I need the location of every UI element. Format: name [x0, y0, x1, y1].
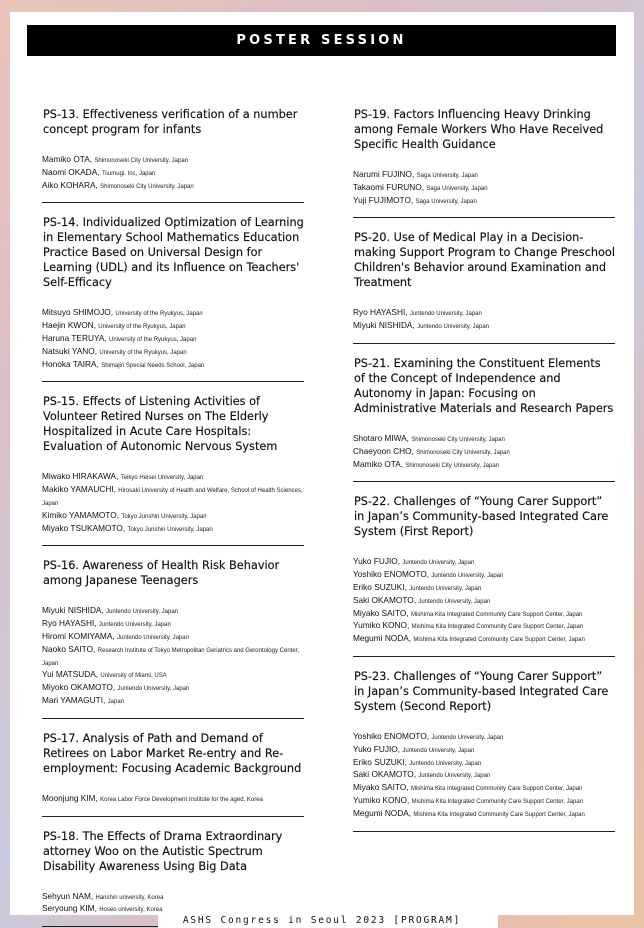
author-name: Eriko SUZUKI — [353, 581, 405, 592]
author-line — [353, 307, 615, 320]
author-separator: , — [97, 166, 102, 177]
author-affiliation: Shimonoseki City University, Japan — [405, 462, 500, 469]
author-line — [353, 808, 615, 821]
author-separator: , — [412, 320, 418, 331]
author-separator: , — [408, 807, 414, 818]
author-name: Makiko YAMAUCHI — [42, 484, 114, 495]
author-name: Miyako TSUKAMOTO — [42, 522, 123, 533]
author-separator: , — [426, 730, 432, 741]
author-name: Megumi NODA — [353, 633, 409, 644]
poster-title: PS-14. Individualized Optimization of Learning in Elementary School Mathematics Education Practice Based on Universal Design for Learning (UDL) and its Influence on Teachers' Self-Efficacy — [43, 216, 304, 290]
author-affiliation: Juntendo University, Japan — [409, 311, 482, 318]
author-name: Miyako SAITO — [353, 607, 407, 618]
author-line — [42, 484, 304, 510]
author-name: Ryo HAYASHI — [353, 307, 406, 318]
author-name: Miwako HIRAKAWA — [42, 471, 117, 482]
author-line — [42, 523, 304, 536]
author-name: Yoshiko ENOMOTO — [353, 730, 427, 741]
author-separator: , — [110, 307, 116, 318]
author-affiliation: University of the Ryukyus, Japan — [99, 349, 187, 356]
author-affiliation: University of the Ryukyus, Japan — [115, 311, 203, 318]
author-separator: , — [412, 169, 417, 179]
author-separator: , — [397, 556, 403, 567]
author-name: Narumi FUJINO — [353, 169, 413, 179]
author-separator: , — [404, 581, 410, 592]
author-line — [353, 459, 615, 472]
author-separator: , — [95, 179, 101, 190]
author-affiliation: Juntendo University, Japan — [402, 560, 475, 567]
poster-title: PS-22. Challenges of “Young Carer Support” in Japan’s Community-based Integrated Care System (First Report) — [354, 495, 609, 539]
author-separator: , — [90, 890, 96, 901]
author-line — [42, 154, 304, 167]
poster-title: PS-21. Examining the Constituent Elements of the Concept of Independence and Autonomy in Japan: Focusing on Administrative Materials and Research Papers — [354, 356, 614, 415]
author-name: Mamiko OTA — [42, 154, 90, 164]
author-name: Mamiko OTA — [353, 458, 401, 469]
poster-entry — [353, 218, 615, 344]
poster-entry — [42, 203, 304, 382]
author-line — [42, 471, 304, 484]
author-line — [42, 333, 304, 346]
author-name: Miyuki NISHIDA — [42, 605, 102, 616]
author-affiliation: Tokyo Junshin University, Japan — [121, 513, 207, 520]
author-name: Megumi NODA — [353, 807, 409, 818]
author-separator: , — [421, 181, 427, 192]
author-line — [353, 446, 615, 459]
author-affiliation: Hirosaki University of Health and Welfare, School of Health Sciences, Japan — [42, 488, 303, 507]
author-name: Aiko KOHARA — [42, 179, 96, 190]
poster-entry — [353, 482, 615, 657]
page-title: POSTER SESSION — [27, 25, 616, 56]
author-line — [42, 320, 304, 333]
author-line — [353, 169, 615, 182]
author-affiliation: Mishima Kita Integrated Community Care Support Center, Japan — [410, 786, 583, 793]
author-separator: , — [94, 903, 100, 914]
author-affiliation: Mishima Kita Integrated Community Care Support Center, Japan — [411, 798, 583, 805]
author-affiliation: Teikyo Heisei University, Japan — [120, 475, 204, 482]
poster-title: PS-15. Effects of Listening Activities of Volunteer Retired Nurses on The Elderly Hospitalized in Acute Care Hospitals: Evaluation of Autonomic Nervous System — [43, 395, 278, 454]
author-line — [42, 510, 304, 523]
author-name: Natsuki YANO — [42, 345, 95, 356]
author-affiliation: Juntendo University, Japan — [117, 686, 190, 693]
author-name: Naomi OKADA — [42, 166, 98, 177]
author-line — [353, 595, 615, 608]
author-line — [42, 346, 304, 359]
author-affiliation: Shimonoseki City University, Japan — [411, 436, 505, 443]
author-name: Miyuki NISHIDA — [353, 320, 413, 331]
author-line — [353, 782, 615, 795]
author-name: Miyoko OKAMOTO — [42, 682, 113, 693]
author-affiliation: Mishima Kita Integrated Community Care Support Center, Japan — [410, 611, 583, 618]
author-separator: , — [406, 782, 411, 793]
author-separator: , — [104, 332, 110, 343]
author-name: Moonjung KIM — [42, 792, 96, 803]
author-name: Takaomi FURUNO — [353, 181, 422, 192]
author-line — [353, 731, 615, 744]
poster-entry — [353, 657, 615, 832]
author-affiliation: Juntendo University, Japan — [418, 773, 491, 780]
author-line — [42, 167, 304, 180]
author-name: Eriko SUZUKI — [353, 756, 405, 767]
author-affiliation: Juntendo University, Japan — [106, 609, 179, 616]
author-affiliation: University of Miami, USA — [100, 673, 167, 680]
author-affiliation: Juntendo University, Japan — [409, 760, 482, 767]
author-affiliation: Saga University, Japan — [426, 185, 488, 192]
author-name: Ryo HAYASHI — [42, 618, 95, 629]
author-separator: , — [94, 345, 100, 356]
poster-entry — [353, 96, 615, 218]
author-name: Miyako SAITO — [353, 782, 407, 793]
author-line — [42, 618, 304, 631]
author-affiliation: Juntendo University, Japan — [431, 734, 504, 741]
author-name: Shotaro MIWA — [353, 432, 407, 443]
author-separator: , — [101, 605, 107, 616]
author-affiliation: Juntendo University, Japan — [418, 598, 491, 605]
author-affiliation: Juntendo University, Japan — [402, 747, 475, 754]
author-name: Yui MATSUDA — [42, 669, 96, 680]
author-affiliation: Juntendo University, Japan — [417, 324, 490, 331]
author-name: Hiromi KOMIYAMA — [42, 630, 113, 641]
poster-entry — [42, 817, 304, 928]
author-affiliation: Saga University, Japan — [415, 198, 477, 205]
author-affiliation: Hanshin university, Korea — [95, 894, 164, 901]
author-line — [42, 307, 304, 320]
poster-title: PS-23. Challenges of “Young Carer Support” in Japan’s Community-based Integrated Care System (Second Report) — [354, 669, 609, 713]
author-line — [353, 195, 615, 208]
author-affiliation: University of the Ryukyus, Japan — [98, 324, 186, 331]
author-affiliation: Shimonoseki City University, Japan — [94, 158, 189, 164]
poster-entry — [42, 382, 304, 546]
author-line — [42, 682, 304, 695]
author-separator: , — [95, 792, 101, 803]
author-affiliation: Juntendo University, Japan — [117, 634, 189, 641]
poster-entry — [42, 546, 304, 718]
author-name: Mitsuyo SHIMOJO — [42, 307, 111, 318]
author-separator: , — [94, 618, 99, 629]
author-affiliation: Shimonoseki City University, Japan — [100, 183, 194, 190]
left-column — [42, 96, 304, 927]
author-line — [353, 608, 615, 621]
author-line — [42, 891, 304, 904]
author-affiliation: Juntendo University, Japan — [98, 622, 171, 629]
author-affiliation: University of the Ryukyus, Japan — [109, 336, 197, 343]
author-line — [353, 569, 615, 582]
author-line — [353, 744, 615, 757]
author-affiliation: Japan — [107, 698, 124, 705]
right-column — [353, 96, 615, 832]
author-line — [42, 605, 304, 618]
author-name: Yuko FUJIO — [353, 556, 398, 567]
author-separator: , — [406, 620, 412, 631]
author-name: Haruna TERUYA — [42, 332, 105, 343]
author-affiliation: Shimajiri Special Needs School, Japan — [101, 362, 205, 369]
author-name: Saki OKAMOTO — [353, 769, 414, 780]
author-name: Honoka TAIRA — [42, 358, 97, 369]
poster-title: PS-18. The Effects of Drama Extraordinary attorney Woo on the Autistic Spectrum Disability Awareness Using Big Data — [43, 829, 283, 873]
author-separator: , — [406, 794, 412, 805]
author-line — [42, 180, 304, 193]
author-affiliation: Hoseo university, Korea — [99, 907, 163, 914]
author-separator: , — [113, 484, 119, 495]
author-separator: , — [413, 594, 419, 605]
author-line — [353, 320, 615, 333]
author-line — [42, 631, 304, 644]
author-line — [353, 582, 615, 595]
author-affiliation: Tokyo Junshin University, Japan — [127, 526, 213, 533]
author-line — [42, 669, 304, 682]
author-affiliation: Juntendo University, Japan — [409, 585, 482, 592]
author-affiliation: Korea Labor Force Development Institute for the aged, Korea — [100, 796, 263, 803]
author-name: Yumiko KONO — [353, 620, 407, 631]
author-separator: , — [112, 682, 118, 693]
poster-title: PS-17. Analysis of Path and Demand of Retirees on Labor Market Re-entry and Re-employment: Focusing Academic Background — [43, 731, 302, 775]
author-line — [353, 182, 615, 195]
author-separator: , — [95, 669, 101, 680]
author-separator: , — [397, 743, 403, 754]
author-line — [353, 757, 615, 770]
author-name: Naoko SAITO — [42, 643, 94, 654]
author-separator: , — [103, 694, 108, 705]
author-separator: , — [404, 756, 410, 767]
author-affiliation: Juntendo University, Japan — [431, 573, 504, 580]
author-line — [353, 433, 615, 446]
poster-entry — [42, 719, 304, 817]
poster-title: PS-13. Effectiveness verification of a number concept program for infants — [43, 108, 298, 136]
author-line — [353, 769, 615, 782]
author-name: Seryoung KIM — [42, 903, 95, 914]
author-name: Kimiko YAMAMOTO — [42, 509, 117, 520]
author-separator: , — [400, 458, 406, 469]
author-separator: , — [116, 471, 121, 482]
author-affiliation: Saga University, Japan — [416, 173, 478, 179]
author-separator: , — [406, 432, 412, 443]
author-separator: , — [413, 769, 419, 780]
author-line — [353, 620, 615, 633]
author-affiliation: Mishima Kita Integrated Community Care Support Center, Japan — [413, 811, 585, 818]
author-separator: , — [93, 643, 98, 654]
author-name: Sehyun NAM — [42, 890, 91, 901]
author-affiliation: Mishima Kita Integrated Community Care Support Center, Japan — [413, 637, 585, 644]
author-separator: , — [410, 194, 416, 205]
author-separator: , — [112, 630, 117, 641]
author-name: Yumiko KONO — [353, 794, 407, 805]
poster-title: PS-16. Awareness of Health Risk Behavior among Japanese Teenagers — [43, 559, 280, 588]
author-separator: , — [426, 569, 432, 580]
author-affiliation: Mishima Kita Integrated Community Care Support Center, Japan — [411, 624, 583, 631]
author-separator: , — [405, 307, 410, 318]
author-name: Haejin KWON — [42, 320, 94, 331]
author-name: Chaeyoon CHO — [353, 445, 412, 456]
author-separator: , — [122, 522, 128, 533]
author-name: Yuji FUJIMOTO — [353, 194, 411, 205]
author-separator: , — [408, 633, 414, 644]
author-affiliation: Shimonoseki City University, Japan — [416, 449, 510, 456]
author-line — [353, 795, 615, 808]
poster-entry — [42, 96, 304, 203]
author-line — [353, 556, 615, 569]
author-separator: , — [411, 445, 417, 456]
author-name: Yuko FUJIO — [353, 743, 398, 754]
author-line — [42, 793, 304, 806]
page-footer: ASHS Congress in Seoul 2023 [PROGRAM] — [182, 915, 462, 926]
author-separator: , — [93, 320, 99, 331]
author-separator: , — [406, 607, 411, 618]
author-name: Yoshiko ENOMOTO — [353, 569, 427, 580]
author-line — [42, 359, 304, 372]
author-line — [42, 695, 304, 708]
author-name: Mari YAMAGUTI — [42, 694, 104, 705]
author-affiliation: Tsumugi. Inc, Japan — [101, 170, 156, 177]
author-line — [353, 633, 615, 646]
poster-title: PS-19. Factors Influencing Heavy Drinking among Female Workers Who Have Received Specific Health Guidance — [354, 108, 604, 151]
author-line — [42, 644, 304, 670]
author-separator: , — [96, 358, 102, 369]
author-separator: , — [89, 154, 95, 164]
author-affiliation: Research Institute of Tokyo Metropolitan Geriatrics and Gerontology Center, Japan — [42, 647, 299, 667]
author-separator: , — [116, 509, 122, 520]
poster-entry — [353, 344, 615, 482]
author-name: Saki OKAMOTO — [353, 594, 414, 605]
poster-title: PS-20. Use of Medical Play in a Decision-making Support Program to Change Preschool Children's Behavior around Examination and Treatment — [354, 231, 615, 290]
